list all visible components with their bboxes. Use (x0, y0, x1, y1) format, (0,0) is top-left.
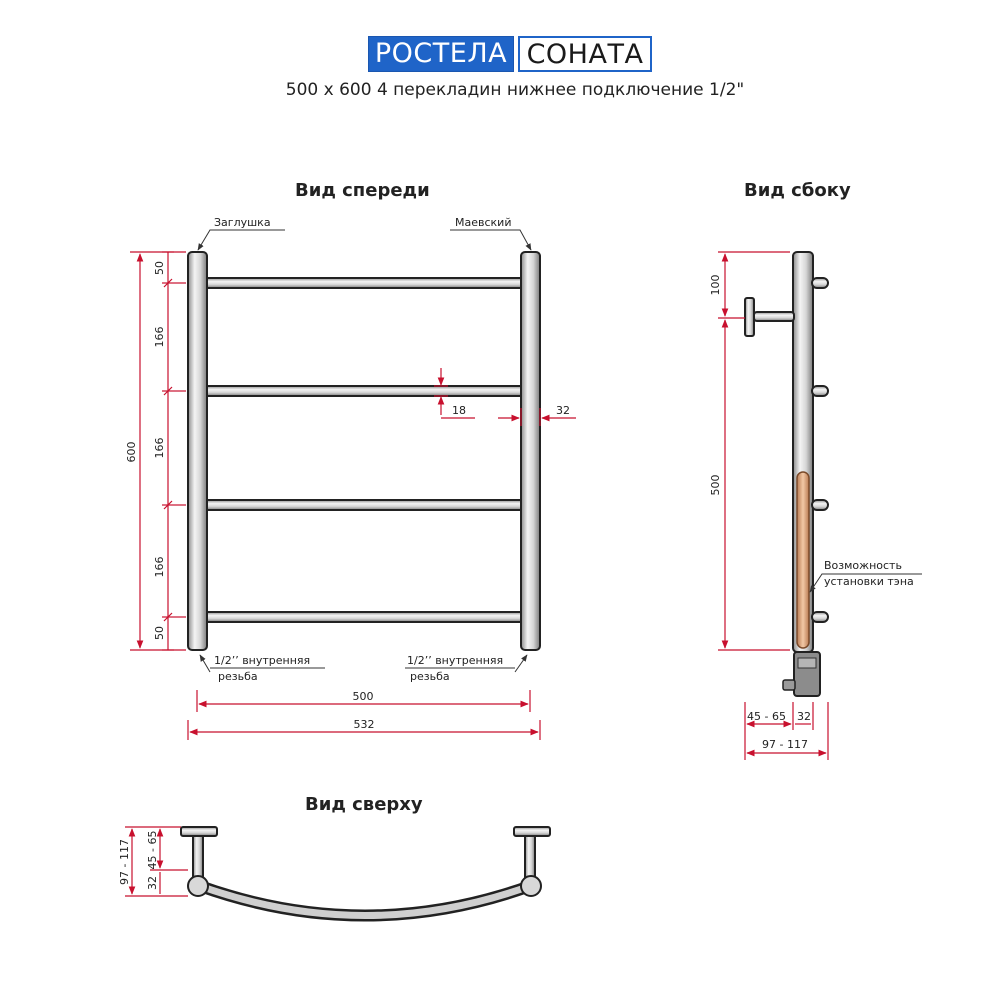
wall-bracket-stem (754, 312, 794, 321)
dim-bar-thickness: 18 (452, 404, 466, 417)
front-view-title: Вид спереди (295, 180, 430, 201)
dim-segment-2: 166 (153, 326, 166, 348)
dim-riser-width: 32 (556, 404, 570, 417)
side-view (709, 252, 922, 760)
top-wall-plate-left (181, 827, 217, 836)
crossbar-4 (203, 612, 525, 622)
riser-right (521, 252, 540, 650)
side-dim-offset: 45 - 65 (747, 710, 786, 723)
dim-segment-4: 166 (153, 556, 166, 578)
top-stem-left (193, 836, 203, 880)
dim-width-inner: 500 (352, 690, 374, 703)
top-view (118, 827, 550, 916)
crossbar-1 (203, 278, 525, 288)
top-wall-plate-right (514, 827, 550, 836)
label-mayevsky: Маевский (455, 216, 512, 229)
label-plug: Заглушка (214, 216, 271, 229)
side-view-title: Вид сбоку (744, 180, 851, 201)
label-thread-right-1: 1/2’’ внутренняя (407, 654, 504, 667)
label-tene-2: установки тэна (824, 575, 914, 588)
product-subtitle: 500 x 600 4 перекладин нижнее подключение 1/2" (285, 80, 745, 100)
label-thread-right-2: резьба (410, 670, 450, 683)
model-name-sonata: СОНАТА (518, 36, 652, 72)
dim-segment-3: 166 (153, 437, 166, 459)
front-view (125, 216, 576, 740)
tene-element (797, 472, 809, 648)
label-tene-1: Возможность (824, 559, 902, 572)
dim-segment-5: 50 (153, 626, 166, 640)
wall-bracket-plate (745, 298, 754, 336)
side-dim-total-depth: 97 - 117 (762, 738, 808, 751)
side-bar-stub-4 (812, 612, 828, 622)
side-bar-stub-2 (812, 386, 828, 396)
side-dim-tube: 32 (797, 710, 811, 723)
side-dim-top: 100 (709, 274, 722, 296)
crossbar-2 (203, 386, 525, 396)
dim-total-height: 600 (125, 441, 138, 463)
side-bar-stub-3 (812, 500, 828, 510)
dim-segment-1: 50 (153, 261, 166, 275)
riser-left (188, 252, 207, 650)
top-view-title: Вид сверху (305, 794, 423, 815)
brand-logo-rostela: РОСТЕЛА (368, 36, 514, 72)
label-thread-left-1: 1/2’’ внутренняя (214, 654, 311, 667)
top-stem-right (525, 836, 535, 880)
dim-width-outer: 532 (353, 718, 375, 731)
side-bar-stub-1 (812, 278, 828, 288)
top-dim-tube: 32 (146, 876, 159, 890)
top-riser-right (521, 876, 541, 896)
top-dim-offset: 45 - 65 (146, 830, 159, 870)
top-dim-total: 97 - 117 (118, 839, 131, 885)
side-dim-main: 500 (709, 474, 722, 496)
label-thread-left-2: резьба (218, 670, 258, 683)
crossbar-3 (203, 500, 525, 510)
top-riser-left (188, 876, 208, 896)
